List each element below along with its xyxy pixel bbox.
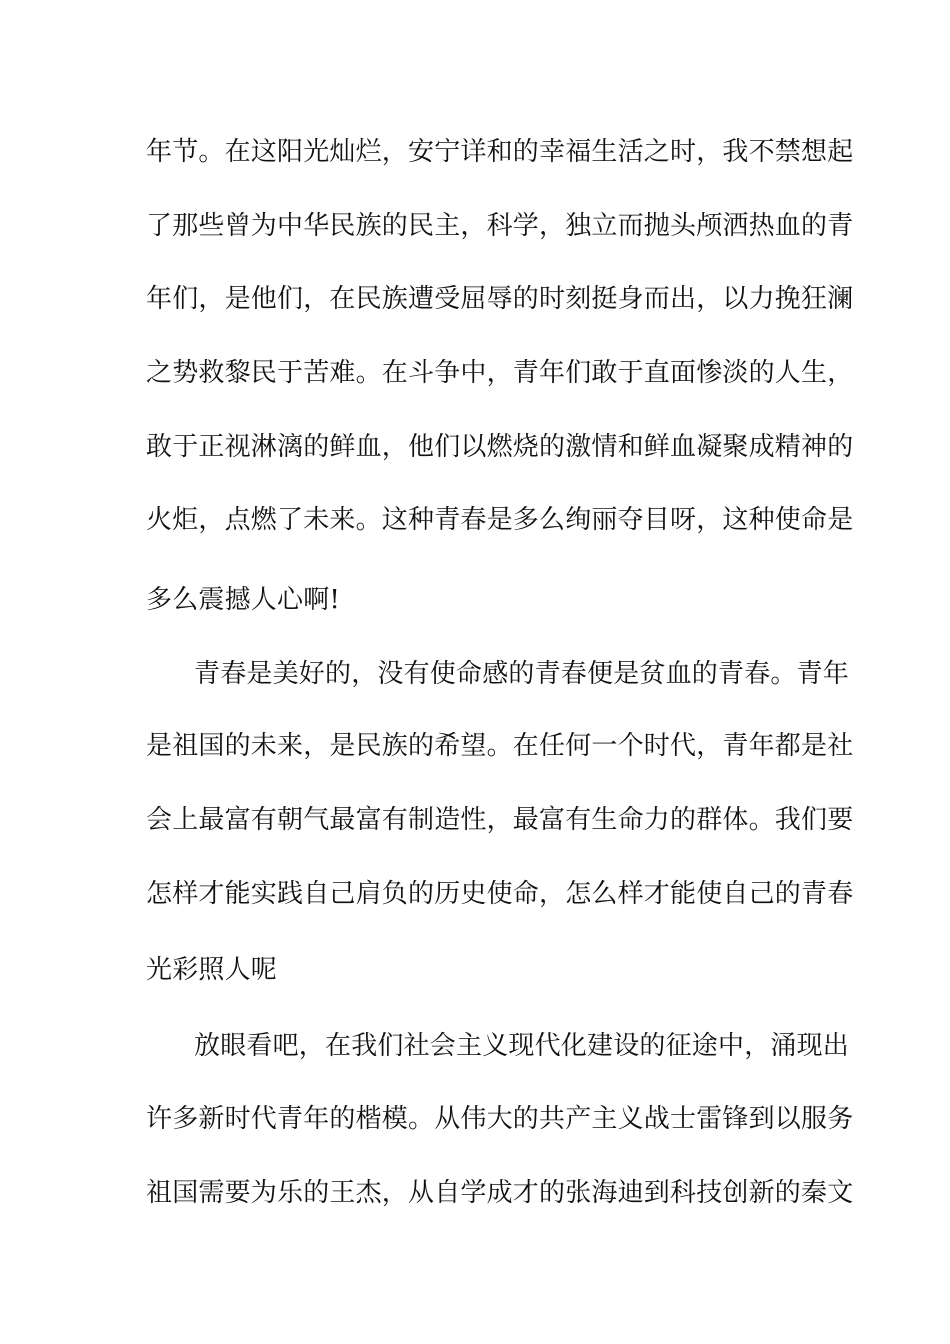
text-line: 是祖国的未来，是民族的希望。在任何一个时代，青年都是社 xyxy=(146,731,854,761)
text-line: 年们，是他们，在民族遭受屈辱的时刻挺身而出，以力挽狂澜 xyxy=(146,284,854,314)
text-line: 之势救黎民于苦难。在斗争中，青年们敢于直面惨淡的人生， xyxy=(146,358,854,388)
text-line: 了那些曾为中华民族的民主，科学，独立而抛头颅洒热血的青 xyxy=(146,211,854,241)
text-line: 多么震撼人心啊! xyxy=(146,585,341,615)
text-line: 会上最富有朝气最富有制造性，最富有生命力的群体。我们要 xyxy=(146,805,854,835)
text-line: 许多新时代青年的楷模。从伟大的共产主义战士雷锋到以服务 xyxy=(146,1104,854,1134)
text-line: 怎样才能实践自己肩负的历史使命，怎么样才能使自己的青春 xyxy=(146,879,854,909)
text-line: 火炬，点燃了未来。这种青春是多么绚丽夺目呀，这种使命是 xyxy=(146,505,854,535)
paragraph-first-line: 放眼看吧，在我们社会主义现代化建设的征途中，涌现出 xyxy=(194,1031,850,1061)
text-line: 敢于正视淋漓的鲜血，他们以燃烧的激情和鲜血凝聚成精神的 xyxy=(146,432,854,462)
text-line: 光彩照人呢 xyxy=(146,955,278,985)
text-line: 年节。在这阳光灿烂，安宁详和的幸福生活之时，我不禁想起 xyxy=(146,137,854,167)
text-line: 祖国需要为乐的王杰，从自学成才的张海迪到科技创新的秦文 xyxy=(146,1178,854,1208)
paragraph-first-line: 青春是美好的，没有使命感的青春便是贫血的青春。青年 xyxy=(194,659,850,689)
